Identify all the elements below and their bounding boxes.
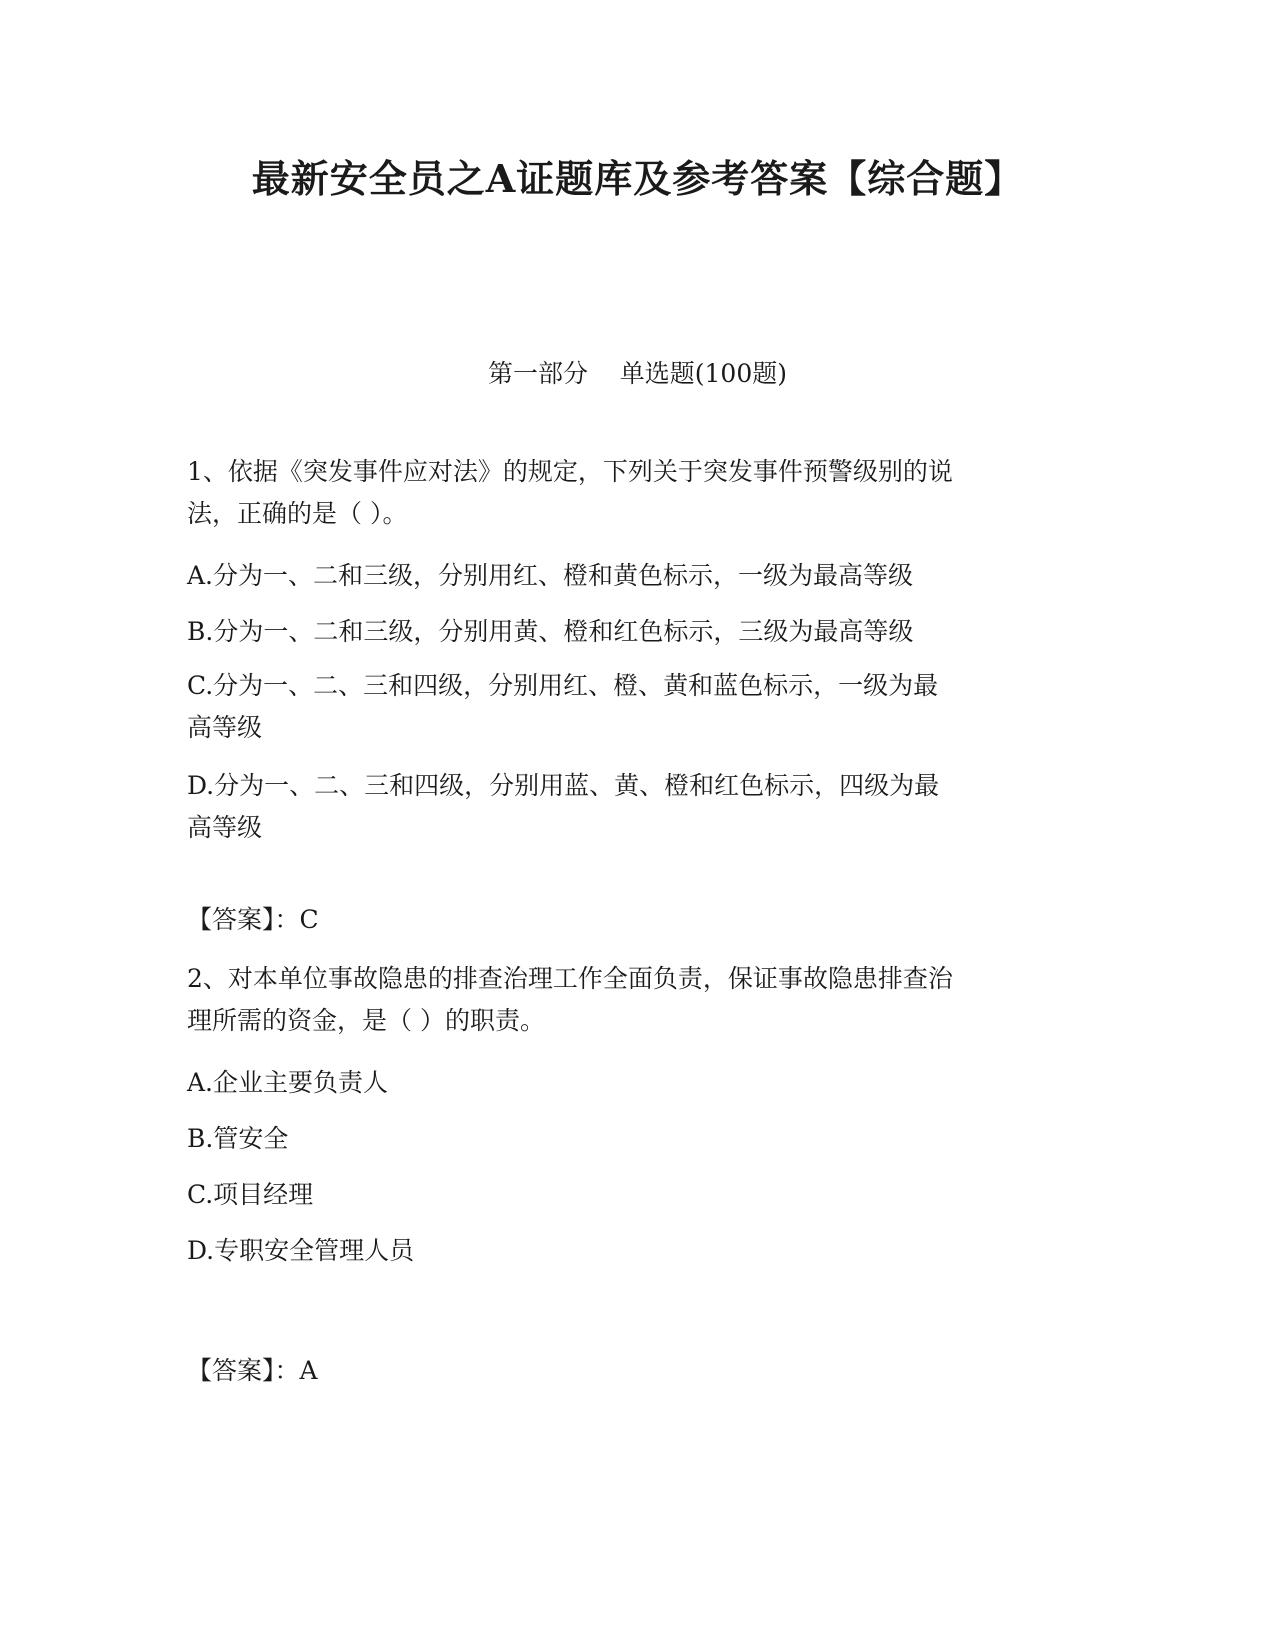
question-2-option-c: C.项目经理 [187,1180,314,1209]
question-2-option-d: D.专职安全管理人员 [187,1236,415,1265]
question-2-stem-line-1: 2、对本单位事故隐患的排查治理工作全面负责，保证事故隐患排查治 [187,964,953,993]
question-2-option-b: B.管安全 [187,1124,289,1153]
section-title: 第一部分 单选题(100题) [487,359,787,388]
question-1-answer: 【答案】：C [187,905,319,934]
question-1-option-c-line-1: C.分为一、二、三和四级，分别用红、橙、黄和蓝色标示，一级为最 [187,671,939,700]
question-2-stem-line-2: 理所需的资金，是（ ）的职责。 [187,1006,545,1035]
question-1-option-c [187,665,938,749]
question-1-stem [187,451,953,535]
question-2-answer: 【答案】：A [187,1356,318,1385]
question-1-option-c-line-2: 高等级 [187,713,263,742]
question-1-option-d-line-1: D.分为一、二、三和四级，分别用蓝、黄、橙和红色标示，四级为最 [187,771,940,800]
question-1-stem-line-2: 法，正确的是（ ）。 [187,499,408,528]
question-2-stem [187,958,953,1042]
document-title: 最新安全员之A证题库及参考答案【综合题】 [251,156,1024,201]
question-1-option-d-line-2: 高等级 [187,813,263,842]
question-1-stem-line-1: 1、依据《突发事件应对法》的规定，下列关于突发事件预警级别的说 [187,457,953,486]
question-1-option-d [187,765,939,849]
question-1-option-a: A.分为一、二和三级，分别用红、橙和黄色标示，一级为最高等级 [187,561,914,590]
question-2-option-a: A.企业主要负责人 [187,1068,389,1097]
question-1-option-b: B.分为一、二和三级，分别用黄、橙和红色标示，三级为最高等级 [187,617,914,646]
